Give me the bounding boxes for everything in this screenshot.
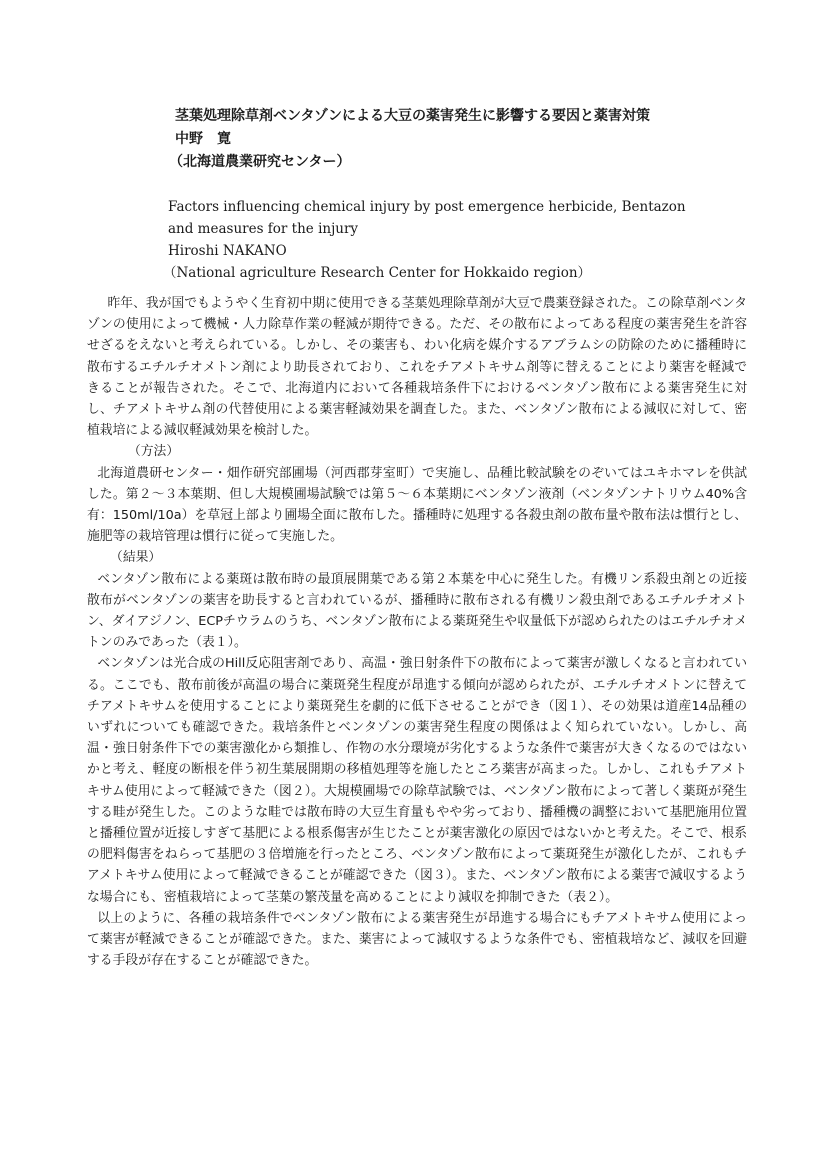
- paper-title-en-line2: and measures for the injury: [168, 221, 359, 237]
- affiliation-jp: （北海道農業研究センター）: [169, 154, 351, 170]
- paper-title-en-line1: Factors influencing chemical injury by post emergence herbicide, Bentazon: [168, 199, 686, 215]
- method-paragraph: 北海道農研センター・畑作研究部圃場（河西郡芽室町）で実施し、品種比較試験をのぞいてはユキホマレを供試した。第２～３本葉期、但し大規模圃場試験では第５～６本葉期にベンタゾン液剤（ベンタゾンナトリウム40%含有：150ml/10a）を草冠上部より圃場全面に散布した。播種時に処理する各殺虫剤の散布量や散布法は慣行とし、施肥等の栽培管理は慣行に従って実施した。: [87, 465, 747, 545]
- affiliation-en: （National agriculture Research Center for Hokkaido region）: [163, 265, 592, 281]
- result-paragraph-1: ベンタゾン散布による薬斑は散布時の最頂展開葉である第２本葉を中心に発生した。有機リン系殺虫剤との近接散布がベンタゾンの薬害を助長すると言われているが、播種時に散布される有機リン殺虫剤であるエチルチオメトン、ダイアジノン、ECPチウラムのうち、ベンタゾン散布による薬斑発生や収量低下が認められたのはエチルチオメトンのみであった（表１）。: [87, 571, 747, 651]
- abstract-body: [87, 293, 747, 972]
- result-paragraph-2: ベンタゾンは光合成のHill反応阻害剤であり、高温・強日射条件下の散布によって薬害が激しくなると言われている。ここでも、散布前後が高温の場合に薬斑発生程度が昂進する傾向が認められたが、エチルチオメトンに替えてチアメトキサムを使用することにより薬斑発生を劇的に低下させることができ（図１）、その効果は道産14品種のいずれについても確認できた。栽培条件とベンタゾンの薬害発生程度の関係はよく知られていない。しかし、高温・強日射条件下での薬害激化から類推し、作物の水分環境が劣化するような条件で薬害が大きくなるのではないかと考え、軽度の断根を伴う初生葉展開期の移植処理等を施したところ薬害が高まった。しかし、これもチアメトキサム使用によって軽減できた（図２）。大規模圃場での除草試験では、ベンタゾン散布によって著しく薬斑が発生する畦が発生した。このような畦では散布時の大豆生育量もやや劣っており、播種機の調整において基肥施用位置と播種位置が近接しすぎて基肥による根系傷害が生じたことが薬害激化の原因ではないかと考えた。そこで、根系の肥料傷害をねらって基肥の３倍増施を行ったところ、ベンタゾン散布によって薬斑発生が激化したが、これもチアメトキサム使用によって軽減できることが確認できた（図３）。また、ベンタゾン散布による薬害で減収するような場合にも、密植栽培によって茎葉の繁茂量を高めることにより減収を抑制できた（表２）。: [87, 656, 748, 905]
- author-name-jp: 中野 寛: [175, 131, 231, 147]
- paper-title-jp: 茎葉処理除草剤ベンタゾンによる大豆の薬害発生に影響する要因と薬害対策: [175, 108, 651, 124]
- method-heading: （方法）: [127, 444, 180, 460]
- japanese-header: [169, 105, 651, 174]
- result-heading: （結果）: [110, 550, 162, 566]
- english-header: [163, 196, 686, 284]
- conclusion-paragraph: 以上のように、各種の栽培条件でベンタゾン散布による薬害発生が昂進する場合にもチアメトキサム使用によって薬害が軽減できることが確認できた。また、薬害によって減収するような条件でも、密植栽培など、減収を回避する手段が存在することが確認できた。: [87, 910, 747, 969]
- intro-paragraph: 昨年、我が国でもようやく生育初中期に使用できる茎葉処理除草剤が大豆で農薬登録された。この除草剤ベンタゾンの使用によって機械・人力除草作業の軽減が期待できる。ただ、その散布によってある程度の薬害発生を許容せざるをえないと考えられている。しかし、その薬害も、わい化病を媒介するアブラムシの防除のために播種時に散布するエチルチオメトン剤により助長されており、これをチアメトキサム剤等に替えることにより薬害を軽減できることが報告された。そこで、北海道内において各種栽培条件下におけるベンタゾン散布による薬害発生に対し、チアメトキサム剤の代替使用による薬害軽減効果を調査した。また、ベンタゾン散布による減収に対して、密植栽培による減収軽減効果を検討した。: [87, 296, 747, 439]
- author-name-en: Hiroshi NAKANO: [168, 243, 287, 259]
